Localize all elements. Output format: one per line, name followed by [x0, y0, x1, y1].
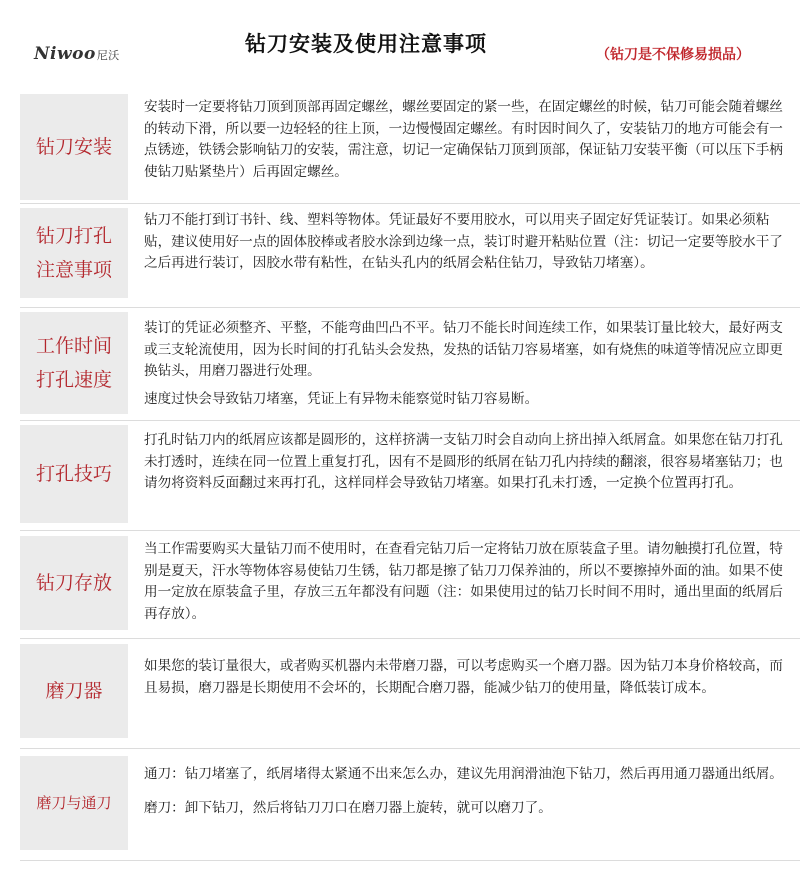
section-label: 钻刀存放 [20, 536, 128, 630]
section-body [144, 764, 794, 819]
divider [20, 860, 800, 861]
section-body [144, 539, 794, 625]
brand-logo: Niwoo尼沃 [34, 44, 120, 64]
section-label: 磨刀与通刀 [20, 756, 128, 850]
section-body [144, 97, 794, 183]
section-paragraph: 钻刀不能打到订书针、线、塑料等物体。凭证最好不要用胶水，可以用夹子固定好凭证装订。如果必须粘贴，建议使用好一点的固体胶棒或者胶水涂到边缘一点，装订时避开粘贴位置（注：切记一定要等胶水干了之后再进行装订，因胶水带有粘性，在钻头孔内的纸屑会粘住钻刀，导致钻刀堵塞）。 [144, 212, 783, 271]
section-drilling-notes [20, 208, 800, 298]
divider [20, 748, 800, 749]
section-work-time [20, 312, 800, 414]
section-label: 钻刀安装 [20, 94, 128, 200]
section-install [20, 94, 800, 200]
divider [20, 307, 800, 308]
section-label: 打孔技巧 [20, 425, 128, 523]
section-label: 磨刀器 [20, 644, 128, 738]
divider [20, 420, 800, 421]
page-header [0, 0, 800, 80]
section-label: 钻刀打孔注意事项 [20, 208, 128, 298]
divider [20, 638, 800, 639]
section-paragraph: 通刀：钻刀堵塞了，纸屑堵得太紧通不出来怎么办，建议先用润滑油泡下钻刀，然后再用通刀器通出纸屑。 [144, 766, 783, 782]
section-storage [20, 536, 800, 630]
section-body [144, 210, 794, 275]
divider [20, 203, 800, 204]
section-paragraph: 装订的凭证必须整齐、平整，不能弯曲凹凸不平。钻刀不能长时间连续工作，如果装订量比较大，最好两支或三支轮流使用，因为长时间的打孔钻头会发热，发热的话钻刀容易堵塞，如有烧焦的味道等情况应立即更换钻头，用磨刀器进行处理。 [144, 320, 783, 379]
divider [20, 530, 800, 531]
section-paragraph: 磨刀：卸下钻刀，然后将钻刀刀口在磨刀器上旋转，就可以磨刀了。 [144, 799, 552, 816]
section-body [144, 430, 794, 495]
section-paragraph: 安装时一定要将钻刀顶到顶部再固定螺丝，螺丝要固定的紧一些，在固定螺丝的时候，钻刀可能会随着螺丝的转动下滑，所以要一边轻轻的往上顶，一边慢慢固定螺丝。有时因时间久了，安装钻刀的地方可能会有一点锈迹，铁锈会影响钻刀的安装，需注意，切记一定确保钻刀顶到顶部，保证钻刀安装平衡（可以压下手柄使钻刀贴紧垫片）后再固定螺丝。 [144, 99, 783, 180]
page-title: 钻刀安装及使用注意事项 [245, 32, 487, 56]
section-paragraph: 打孔时钻刀内的纸屑应该都是圆形的，这样挤满一支钻刀时会自动向上挤出掉入纸屑盒。如果您在钻刀打孔未打透时，连续在同一位置上重复打孔，因有不是圆形的纸屑在钻刀孔内持续的翻滚，很容易堵塞钻刀；也请勿将资料反面翻过来再打孔，这样同样会导致钻刀堵塞。如果打孔未打透，一定换个位置再打孔。 [144, 432, 783, 491]
section-paragraph: 当工作需要购买大量钻刀而不使用时，在查看完钻刀后一定将钻刀放在原装盒子里。请勿触摸打孔位置，特别是夏天，汗水等物体容易使钻刀生锈，钻刀都是擦了钻刀刀保养油的，所以不要擦掉外面的油。如果不使用一定放在原装盒子里，存放三五年都没有问题（注：如果使用过的钻刀长时间不用时，通出里面的纸屑后再存放）。 [144, 541, 783, 622]
section-sharpen-clear [20, 756, 800, 850]
section-drilling-tips [20, 425, 800, 523]
section-paragraph: 如果您的装订量很大，或者购买机器内未带磨刀器，可以考虑购买一个磨刀器。因为钻刀本身价格较高，而且易损，磨刀器是长期使用不会坏的，长期配合磨刀器，能减少钻刀的使用量，降低装订成本。 [144, 658, 783, 696]
section-sharpener [20, 644, 800, 738]
section-body [144, 656, 794, 699]
section-body [144, 318, 794, 410]
section-paragraph: 速度过快会导致钻刀堵塞，凭证上有异物未能察觉时钻刀容易断。 [144, 390, 539, 407]
warranty-note: （钻刀是不保修易损品） [596, 47, 750, 63]
section-label: 工作时间打孔速度 [20, 312, 128, 414]
